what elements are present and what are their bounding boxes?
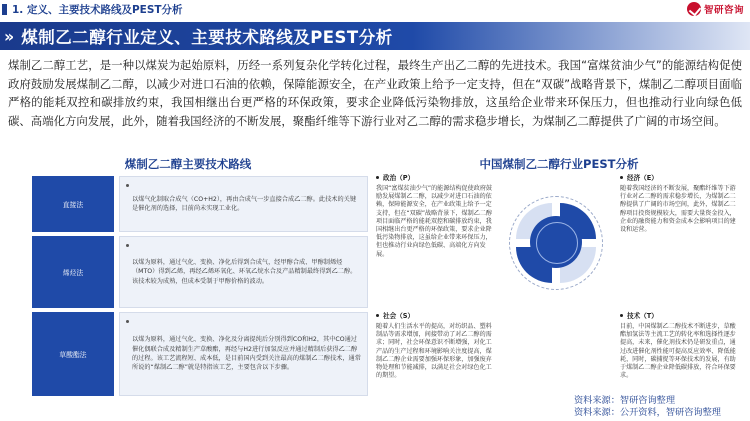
section-marker	[2, 4, 7, 15]
pest-label: 技术（T）	[627, 312, 658, 320]
pest-label: 社会（S）	[383, 312, 415, 320]
brand-logo-icon	[687, 2, 701, 16]
pest-social	[376, 310, 494, 380]
bullet-icon	[126, 320, 129, 323]
pest-title: 中国煤制乙二醇行业PEST分析	[479, 157, 639, 171]
bullet-icon	[620, 176, 623, 179]
route-oxalate	[32, 312, 368, 396]
intro-paragraph: 煤制乙二醇工艺，是一种以煤炭为起始原料，历经一系列复杂化学转化过程，最终生产出乙二醇的先进技术。我国“富煤贫油少气”的能源结构促使政府鼓励发展煤制乙二醇，以减少对进口石油的依赖，保障能源安全，在产业政策上给予一定支持，但在“双碳”战略背景下，煤制乙二醇项目面临严格的能耗双控和碳排放约束，我国相继出台更严格的环保政策，要求企业降低污染物排放，这虽给企业带来环保压力，但也推动行业向绿色低碳、高端化方向发展，此外，随着我国经济的不断发展，聚酯纤维等下游行业对乙二醇的需求稳步增长，为煤制乙二醇提供了广阔的市场空间。	[8, 58, 742, 128]
brand	[687, 2, 744, 16]
section-header	[0, 0, 750, 18]
pest-technological	[620, 310, 738, 380]
route-olefin	[32, 236, 368, 308]
route-description: 以煤为原料，通过气化、变换、净化后得到合成气，经甲醇合成、甲醇制烯烃（MTO）得到乙烯，再经乙烯环氧化、环氧乙烷水合及产品精制最终得到乙二醇。该技术较为成熟，但成本受制于甲醇价格的波动。	[119, 236, 368, 308]
route-label: 草酸酯法	[32, 312, 114, 396]
page-title: 煤制乙二醇行业定义、主要技术路线及PEST分析	[21, 28, 393, 47]
route-description: 以煤为原料，通过气化、变换、净化及分离提纯后分别得到CO和H2，其中CO通过催化偶联合成及精制生产草酸酯，再经与H2进行加氢反应并通过精制后获得乙二醇的过程。该工艺流程短、成本低，是目前国内受到关注最高的煤制乙二醇技术，通常所说的“煤制乙二醇”就是特指该工艺，主要包含以下步骤。	[119, 312, 368, 396]
pest-text: 我国“富煤贫油少气”的能源结构促使政府鼓励发展煤制乙二醇，以减少对进口石油的依赖，保障能源安全，在产业政策上给予一定支持，但在“双碳”战略背景下，煤制乙二醇项目面临严格的能耗双控和碳排放约束，我国相继出台更严格的环保政策，要求企业降低污染物排放，这虽给企业带来环保压力，但也推动行业向绿色低碳、高端化方向发展。	[376, 185, 493, 258]
title-banner	[0, 22, 750, 50]
tech-routes-title: 煤制乙二醇主要技术路线	[124, 157, 252, 171]
bullet-icon	[376, 176, 379, 179]
pest-core-circle	[530, 216, 582, 268]
source-line: 资料来源：公开资料，智研咨询整理	[574, 407, 721, 418]
source-note	[574, 395, 721, 419]
route-label: 直接法	[32, 176, 114, 232]
pest-text: 随着人们生活水平的提高，对纺织品、塑料制品等需求增加，间接带动了对乙二醇的需求；同时，社会环保意识不断增强，对化工产品的生产过程和环境影响关注度提高，煤制乙二醇企业需要加强环保形象，加强废弃物处理和节能减排，以满足社会对绿色化工的期望。	[376, 323, 492, 380]
route-description: 以煤气化制取合成气（CO+H2），再由合成气一步直接合成乙二醇。此技术的关键是催化剂的选择，目前尚未实现工业化。	[119, 176, 368, 232]
bullet-icon	[620, 314, 623, 317]
pest-economic	[620, 172, 738, 234]
pest-text: 目前，中国煤制乙二醇技术不断进步，草酸酯加氢法等主流工艺的转化率和选择性逐步提高，未来，催化剂技术仍是研发重点，通过改进催化剂性能可提高反应效率、降低能耗，同时，碳捕捉等环保技术的发展，有助于煤制乙二醇企业降低碳排放，符合环保要求。	[620, 323, 736, 380]
route-label: 烯烃法	[32, 236, 114, 308]
pest-text: 随着我国经济的不断发展，聚酯纤维等下游行业对乙二醇的需求稳步增长，为煤制乙二醇提供了广阔的市场空间，此外，煤制乙二醇项目投资规模较大，需要大量资金投入，企业的融资能力和资金成本会影响项目的建设和运营。	[620, 185, 736, 234]
pest-label: 政治（P）	[383, 174, 415, 182]
bullet-icon	[376, 314, 379, 317]
pest-label: 经济（E）	[627, 174, 658, 182]
source-line: 资料来源：智研咨询整理	[574, 395, 676, 406]
pest-political	[376, 172, 494, 259]
chevron-right-icon: ››	[4, 26, 12, 46]
section-title: 1. 定义、主要技术路线及PEST分析	[12, 3, 183, 16]
brand-name: 智研咨询	[703, 5, 744, 16]
bullet-icon	[126, 244, 129, 247]
bullet-icon	[126, 184, 129, 187]
route-direct	[32, 176, 368, 232]
